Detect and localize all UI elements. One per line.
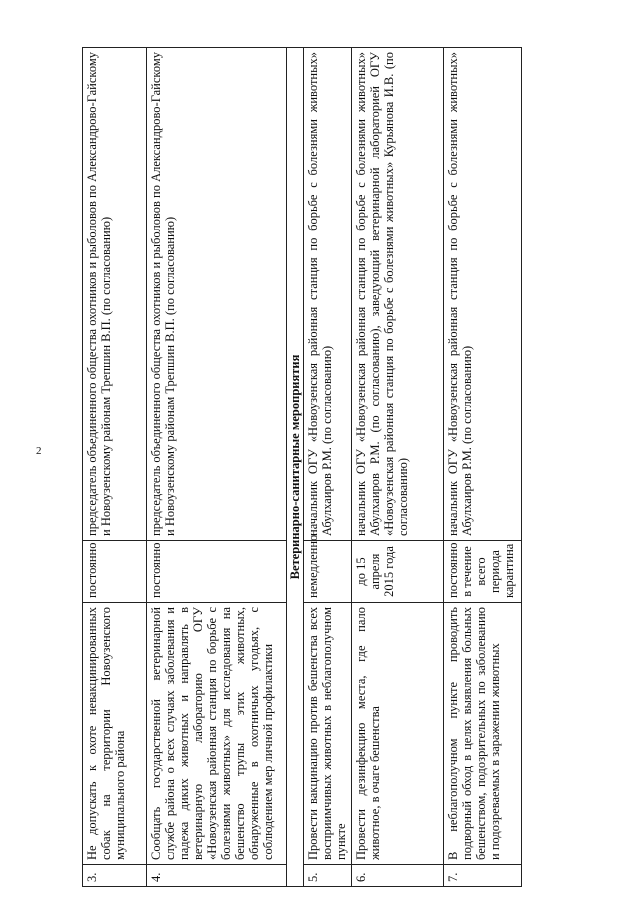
responsible-text: начальник ОГУ «Новоузенская районная станция по борьбе с болезнями животных» Абулхаиров Р.М. (по согласованию) xyxy=(444,48,522,541)
measure-text: Провести дезинфекцию места, где пало животное, в очаге бешенства xyxy=(352,603,444,865)
page-number: 2 xyxy=(36,445,42,457)
responsible-text: председатель объединенного общества охотников и рыболовов по Александрово-Гайскому и Новоузенскому районам Трепшин В.П. (по согласованию) xyxy=(147,48,287,541)
measures-table xyxy=(82,47,522,887)
row-number: 4. xyxy=(147,865,287,887)
term-text: постоянно xyxy=(147,541,287,603)
responsible-text: начальник ОГУ «Новоузенская районная станция по борьбе с болезнями животных» Абулхаиров Р.М. (по согласованию) xyxy=(304,48,352,541)
responsible-text: председатель объединенного общества охотников и рыболовов по Александрово-Гайскому и Новоузенскому районам Трепшин В.П. (по согласованию) xyxy=(83,48,147,541)
measure-text: Сообщать государственной ветеринарной службе района о всех случаях заболевания и падежа диких животных и направлять в ветеринарную лабораторию ОГУ «Новоузенская районная станция по борьбе с болезнями животных» для исследования на бешенство трупы этих животных, обнаруженные в охотничьих угодьях, с соблюдением мер личной профилактики xyxy=(147,603,287,865)
measure-text: Не допускать к охоте невакцинированных собак на территории Новоузенского муниципального района xyxy=(83,603,147,865)
term-text: до 15 апреля 2015 года xyxy=(352,541,444,603)
section-heading-row xyxy=(287,48,304,887)
measure-text: В неблагополучном пункте проводить подворный обход в целях выявления больных бешенством, подозрительных по заболеванию и подозреваемых в заражении животных xyxy=(444,603,522,865)
term-text: немедленно xyxy=(304,541,352,603)
table-row xyxy=(83,48,147,887)
row-number: 5. xyxy=(304,865,352,887)
table-row xyxy=(352,48,444,887)
measure-text: Провести вакцинацию против бешенства всех восприимчивых животных в неблагополучном пункте xyxy=(304,603,352,865)
row-number: 7. xyxy=(444,865,522,887)
term-text: постоянно xyxy=(83,541,147,603)
table-row xyxy=(147,48,287,887)
section-title: Ветеринарно-санитарные мероприятия xyxy=(287,48,304,887)
table-row xyxy=(444,48,522,887)
row-number: 6. xyxy=(352,865,444,887)
term-text: постоянно в течение всего периода карантина xyxy=(444,541,522,603)
row-number: 3. xyxy=(83,865,147,887)
table-row xyxy=(304,48,352,887)
responsible-text: начальник ОГУ «Новоузенская районная станция по борьбе с болезнями животных» Абулхаиров Р.М. (по согласованию), заведующий ветеринарной лабораторией ОГУ «Новоузенская районная станция по борьбе с болезнями животных» Курьянова И.В. (по согласованию) xyxy=(352,48,444,541)
rotated-page-content xyxy=(82,47,542,887)
